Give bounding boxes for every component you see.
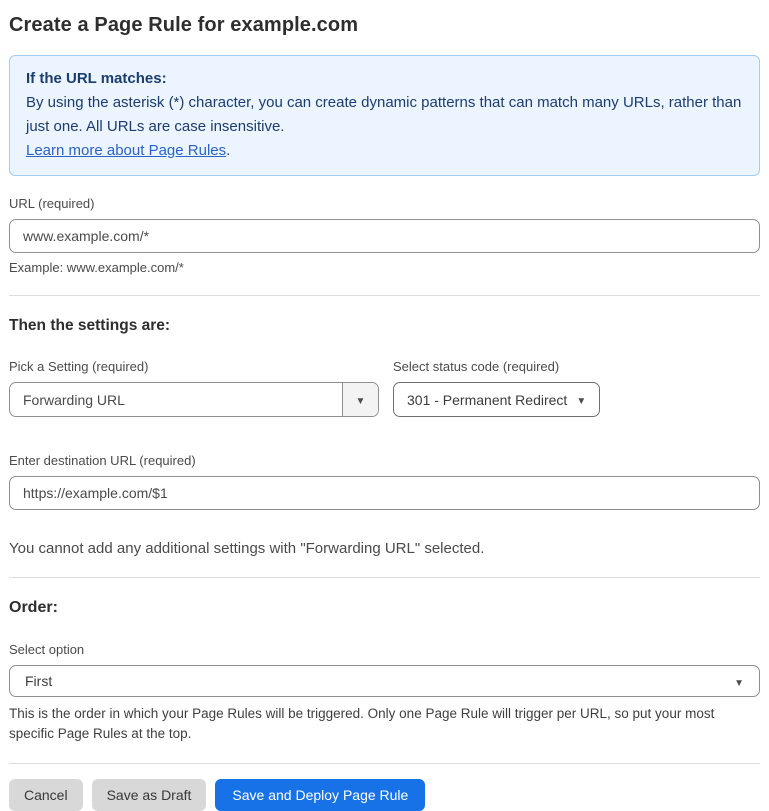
order-select[interactable] — [9, 665, 760, 697]
divider — [9, 763, 760, 764]
info-heading: If the URL matches: — [26, 70, 167, 87]
url-input[interactable] — [9, 219, 760, 253]
divider — [9, 577, 760, 578]
order-section-heading: Order: — [9, 599, 58, 616]
status-select-value: 301 - Permanent Redirect — [407, 391, 568, 408]
page-title: Create a Page Rule for example.com — [9, 14, 359, 36]
save-and-deploy-button[interactable]: Save and Deploy Page Rule — [215, 779, 425, 811]
info-body: By using the asterisk (*) character, you can create dynamic patterns that can match many URLs, rather than just one. All URLs are case insensitive. — [26, 94, 742, 135]
setting-select-arrow-button[interactable] — [342, 383, 378, 416]
url-match-info-callout — [9, 55, 760, 176]
destination-field-group — [9, 453, 760, 510]
settings-restriction-note: You cannot add any additional settings with "Forwarding URL" selected. — [9, 540, 485, 557]
order-select-value: First — [25, 673, 53, 689]
order-helper-text: This is the order in which your Page Rules will be triggered. Only one Page Rule will trigger per URL, so put your most specific Page Rules at the top. — [9, 706, 715, 741]
info-link-line — [26, 139, 743, 163]
setting-select-value: Forwarding URL — [23, 391, 125, 408]
destination-label: Enter destination URL (required) — [9, 453, 196, 468]
setting-select-label: Pick a Setting (required) — [9, 359, 149, 374]
url-label: URL (required) — [9, 196, 95, 211]
link-suffix: . — [226, 142, 231, 159]
destination-url-input[interactable] — [9, 476, 760, 510]
status-select-group — [393, 359, 600, 417]
url-field-group — [9, 196, 760, 275]
chevron-down-icon — [734, 674, 744, 689]
url-helper-text: Example: www.example.com/* — [9, 260, 184, 275]
status-code-select[interactable] — [393, 382, 600, 417]
action-buttons-row — [9, 779, 760, 811]
learn-more-link[interactable]: Learn more about Page Rules — [26, 142, 227, 159]
settings-section-heading: Then the settings are: — [9, 317, 171, 334]
setting-select-group — [9, 359, 379, 417]
divider — [9, 295, 760, 296]
cancel-button[interactable]: Cancel — [9, 779, 83, 811]
status-select-label: Select status code (required) — [393, 359, 560, 374]
settings-selects-row — [9, 359, 760, 417]
setting-select[interactable] — [9, 382, 379, 417]
chevron-down-icon — [356, 392, 366, 408]
order-select-label: Select option — [9, 642, 85, 657]
save-as-draft-button[interactable]: Save as Draft — [92, 779, 207, 811]
chevron-down-icon — [576, 392, 586, 407]
